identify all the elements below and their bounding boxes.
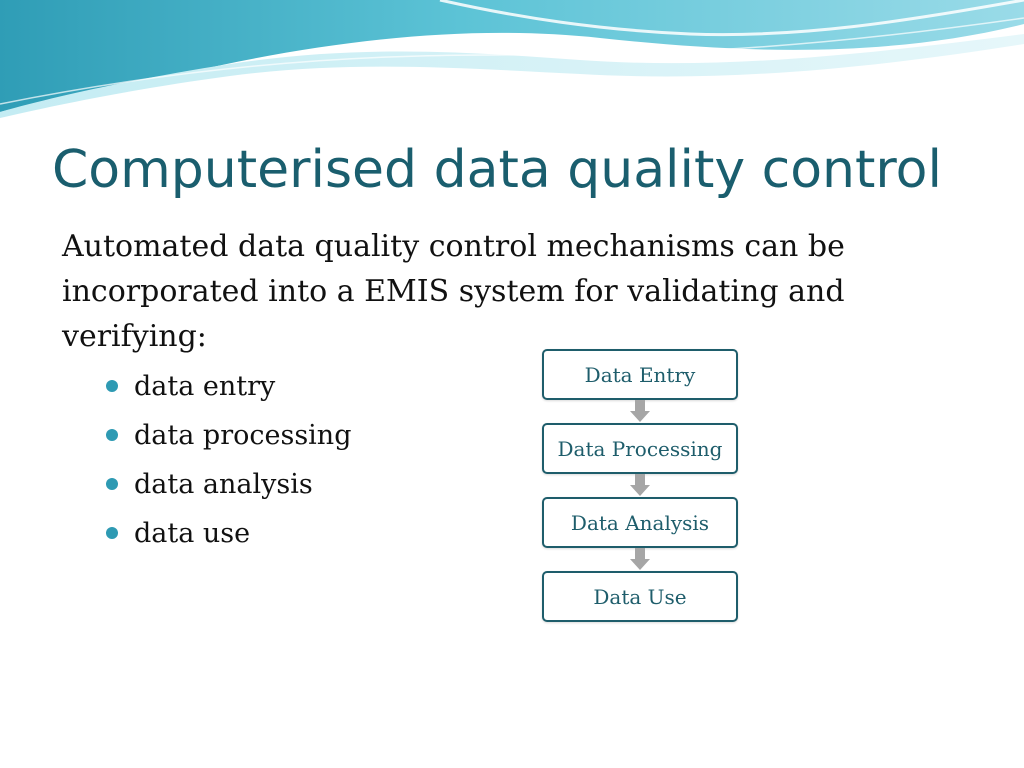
- bullet-item: [106, 509, 351, 558]
- bullet-dot-icon: [106, 527, 118, 539]
- flow-step-data-entry: Data Entry: [542, 349, 738, 400]
- bullet-item: [106, 411, 351, 460]
- flow-step-data-use: Data Use: [542, 571, 738, 622]
- flow-step-data-processing: Data Processing: [542, 423, 738, 474]
- process-flowchart: [542, 349, 738, 621]
- intro-paragraph: Automated data quality control mechanisms can be incorporated into a EMIS system for validating and verifying:: [62, 229, 845, 354]
- flow-step-data-analysis: Data Analysis: [542, 497, 738, 548]
- bullet-text: data processing: [134, 420, 352, 451]
- header-wave-decoration: [0, 0, 1024, 120]
- bullet-text: data use: [134, 518, 251, 549]
- bullet-dot-icon: [106, 429, 118, 441]
- slide-title: Computerised data quality control: [52, 140, 942, 200]
- down-arrow-icon: [630, 548, 650, 570]
- bullet-dot-icon: [106, 478, 118, 490]
- down-arrow-icon: [630, 474, 650, 496]
- bullet-text: data entry: [134, 371, 276, 402]
- bullet-item: [106, 362, 351, 411]
- down-arrow-icon: [630, 400, 650, 422]
- bullet-item: [106, 460, 351, 509]
- bullet-dot-icon: [106, 380, 118, 392]
- bullet-list: [106, 362, 351, 558]
- bullet-text: data analysis: [134, 469, 313, 500]
